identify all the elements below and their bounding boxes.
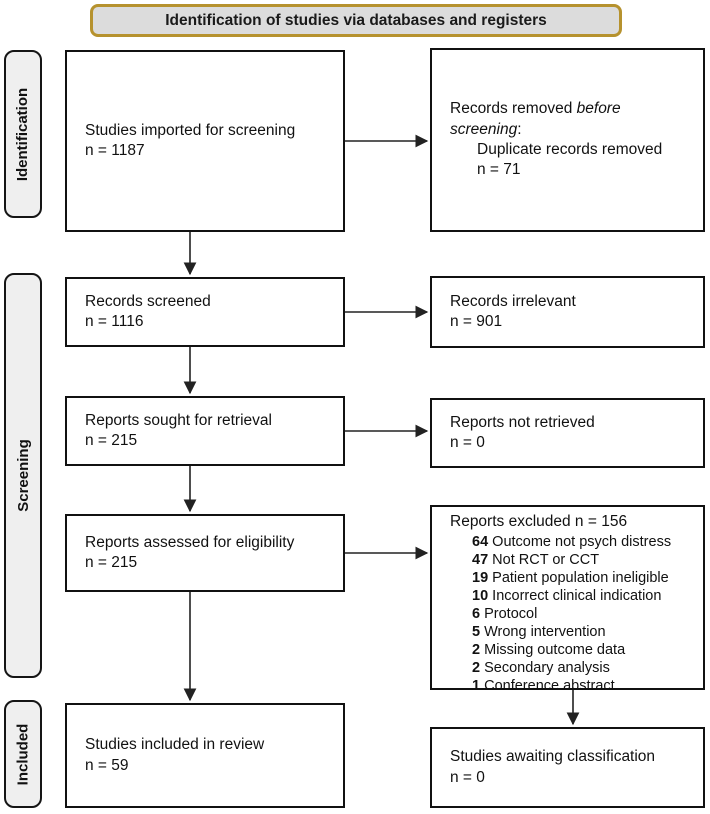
reason-count: 6 xyxy=(472,606,481,622)
box-records-screened xyxy=(65,277,345,347)
reason-label: Conference abstract xyxy=(484,678,615,694)
exclusion-reason xyxy=(450,551,695,569)
box-count: n = 1116 xyxy=(85,313,144,330)
reason-count: 64 xyxy=(472,534,489,550)
box-text: Duplicate records removed xyxy=(477,141,663,158)
reason-count: 5 xyxy=(472,624,481,640)
exclusion-reason xyxy=(450,605,695,623)
reason-label: Outcome not psych distress xyxy=(492,534,672,550)
exclusion-reason xyxy=(450,587,695,605)
exclusion-reason xyxy=(450,641,695,659)
stage-label-text: Screening xyxy=(14,439,32,512)
box-text xyxy=(450,99,695,119)
stage-label-included xyxy=(4,700,42,808)
exclusion-reason xyxy=(450,623,695,641)
reason-count: 2 xyxy=(472,642,481,658)
reason-count: 2 xyxy=(472,660,481,676)
diagram-title-banner xyxy=(90,4,622,37)
exclusion-reason-list xyxy=(450,533,695,695)
box-reports-assessed xyxy=(65,514,345,592)
box-count: n = 59 xyxy=(85,756,129,774)
box-records-irrelevant xyxy=(430,276,705,348)
box-studies-awaiting xyxy=(430,727,705,808)
diagram-title: Identification of studies via databases and registers xyxy=(165,11,547,29)
box-text: Reports excluded n = 156 xyxy=(450,513,628,530)
reason-label: Secondary analysis xyxy=(484,660,610,676)
box-text: Studies included in review xyxy=(85,736,265,754)
box-text-part: : xyxy=(517,120,522,138)
box-count: n = 0 xyxy=(450,434,485,451)
stage-label-identification xyxy=(4,50,42,218)
box-reports-sought xyxy=(65,396,345,466)
box-text xyxy=(450,120,695,140)
reason-label: Not RCT or CCT xyxy=(492,552,600,568)
reason-label: Missing outcome data xyxy=(484,642,626,658)
box-count: n = 215 xyxy=(85,432,138,449)
reason-label: Patient population ineligible xyxy=(492,570,669,586)
exclusion-reason xyxy=(450,569,695,587)
reason-label: Wrong intervention xyxy=(484,624,606,640)
reason-count: 1 xyxy=(472,678,481,694)
box-count: n = 215 xyxy=(85,554,138,571)
box-text: Records screened xyxy=(85,292,211,310)
exclusion-reason xyxy=(450,533,695,551)
box-count: n = 71 xyxy=(477,161,521,179)
box-text: Records irrelevant xyxy=(450,292,576,310)
box-text-italic: before xyxy=(576,100,621,118)
reason-label: Incorrect clinical indication xyxy=(492,588,662,604)
box-count: n = 1187 xyxy=(85,142,145,159)
box-records-removed xyxy=(430,48,705,232)
exclusion-reason xyxy=(450,659,695,677)
reason-count: 47 xyxy=(472,552,489,568)
box-text: Studies awaiting classification xyxy=(450,748,656,766)
box-text-italic: screening xyxy=(450,120,518,138)
box-text: Reports not retrieved xyxy=(450,413,595,431)
reason-label: Protocol xyxy=(484,606,538,622)
stage-label-text: Identification xyxy=(14,87,32,181)
stage-label-text: Included xyxy=(14,723,32,785)
reason-count: 19 xyxy=(472,570,489,586)
box-text: Reports assessed for eligibility xyxy=(85,533,295,551)
box-count: n = 0 xyxy=(450,768,485,786)
box-studies-included xyxy=(65,703,345,808)
box-text: Reports sought for retrieval xyxy=(85,411,272,429)
stage-label-screening xyxy=(4,273,42,678)
exclusion-reason xyxy=(450,677,695,695)
reason-count: 10 xyxy=(472,588,489,604)
box-text: Studies imported for screening xyxy=(85,121,296,139)
box-reports-excluded xyxy=(430,505,705,694)
box-studies-imported xyxy=(65,50,345,232)
box-count: n = 901 xyxy=(450,313,503,330)
box-text-part: Records removed xyxy=(450,100,577,118)
box-reports-not-retrieved xyxy=(430,398,705,468)
